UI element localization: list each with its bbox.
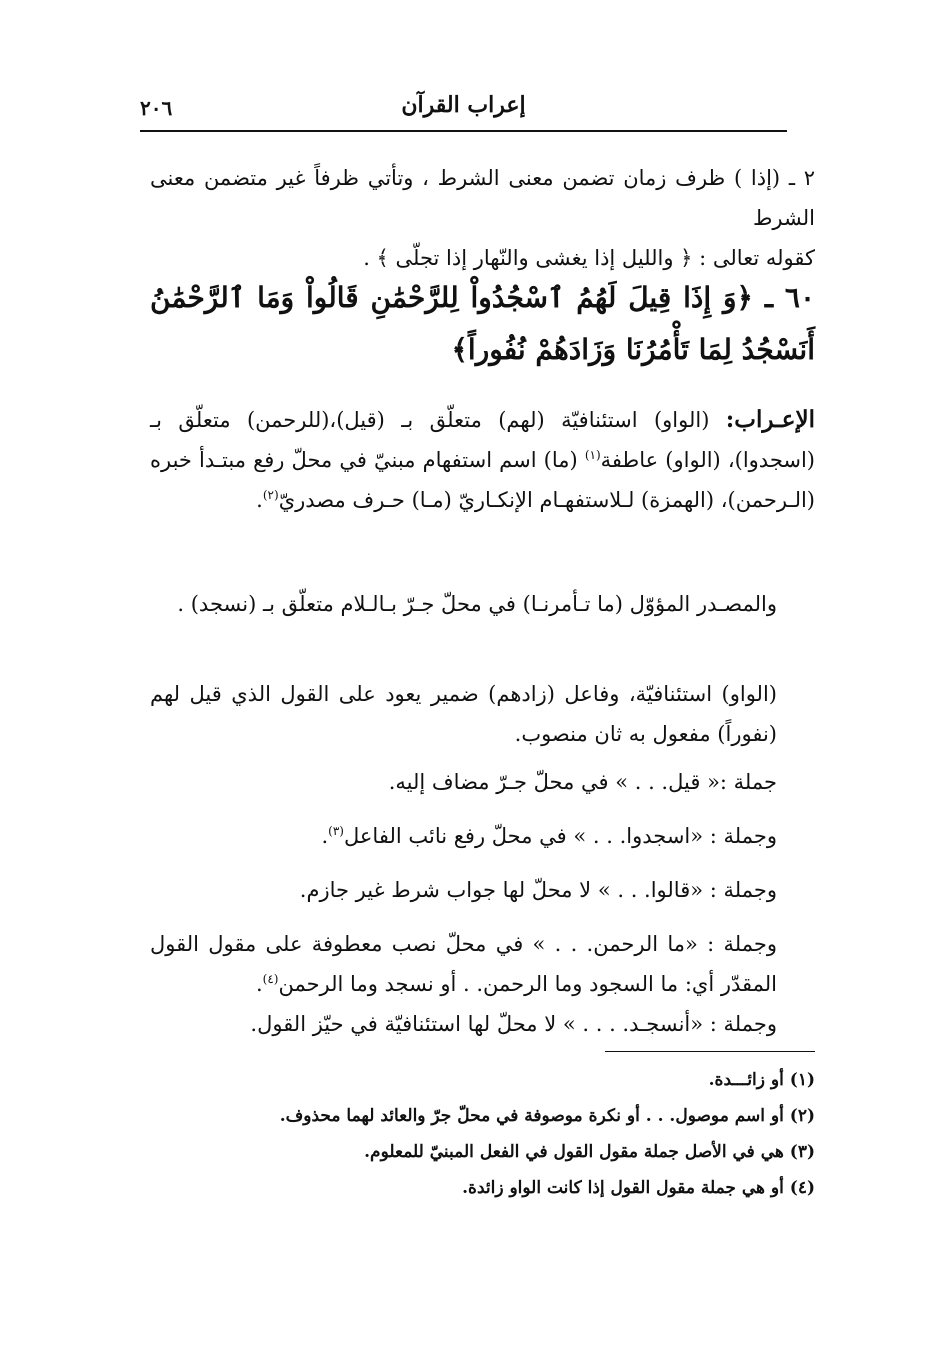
sentence-2-text: وجملة : «اسجدوا. . . » في محلّ رفع نائب الفاعل (343, 824, 777, 848)
intro-paragraph (150, 158, 815, 278)
running-title: إعراب القرآن (401, 92, 526, 118)
footnote-ref-2: (٢) (262, 488, 279, 502)
irab-text-1c: . (256, 488, 263, 512)
footnote-3: (٣) هي في الأصل جملة مقول القول في الفعل المبنيّ للمعلوم. (364, 1142, 815, 1162)
irab-section (150, 400, 815, 520)
footnote-ref-3: (٣) (328, 824, 344, 838)
footnotes (150, 1062, 815, 1206)
irab-paragraph-2: والمصـدر المؤوّل (ما تـأمرنـا) في محلّ جـرّ بـالـلام متعلّق بـ (نسجد) . (177, 592, 777, 616)
footnote-1: (١) أو زائـــدة. (708, 1070, 815, 1090)
footnote-rule (605, 1051, 815, 1052)
irab-text-1b: (ما) اسم استفهام مبنيّ في محلّ رفع مبتـدأ خبره (الـرحمن)، (الهمزة) لـلاستفهـام الإنكـاريّ (مـا) حـرف مصدريّ (150, 448, 815, 512)
intro-line-1: ٢ ـ (إذا ) ظرف زمان تضمن معنى الشرط ، وتأتي ظرفاً غير متضمن معنى الشرط (150, 166, 815, 230)
footnote-ref-4: (٤) (262, 972, 279, 986)
sentence-2 (150, 816, 815, 856)
sentence-5: وجملة : «أنسجـد. . . . » لا محلّ لها استئنافيّة في حيّز القول. (250, 1012, 777, 1036)
sentence-3: وجملة : «قالوا. . . » لا محلّ لها جواب شرط غير جازم. (299, 878, 777, 902)
intro-line-2: كقوله تعالى : ﴿ والليل إذا يغشى والنّهار إذا تجلّى ﴾ . (363, 246, 815, 270)
quran-verse: ٦٠ ـ ﴿وَ إِذَا قِيلَ لَهُمُ ٱسْجُدُواْ لِلرَّحْمَٰنِ قَالُواْ وَمَا ٱلرَّحْمَٰنُ أَنَسْجُدُ لِمَا تَأْمُرُنَا وَزَادَهُمْ نُفُوراً﴾ (150, 281, 815, 366)
irab-label: الإعـراب: (725, 406, 815, 433)
irab-section-2 (150, 584, 815, 624)
sentence-4-end: . (255, 972, 263, 996)
sentence-4-text: وجملة : «ما الرحمن. . . » في محلّ نصب معطوفة على مقول القول المقدّر أي: ما السجود وما الرحمن. . أو نسجد وما الرحمن (150, 932, 777, 996)
irab-paragraph-3: (الواو) استئنافيّة، وفاعل (زادهم) ضمير يعود على القول الذي قيل لهم (نفوراً) مفعول به ثان منصوب. (150, 682, 777, 746)
footnote-ref-1: (١) (584, 448, 601, 462)
header-rule (140, 130, 787, 132)
sentence-1: جملة :« قيل. . . » في محلّ جـرّ مضاف إليه. (388, 770, 777, 794)
sentence-4 (150, 924, 815, 1004)
irab-paragraph-1 (150, 400, 815, 520)
sentence-2-end: . (321, 824, 329, 848)
page-number: ٢٠٦ (140, 96, 173, 120)
irab-text-1a: (الواو) استئنافيّة (لهم) متعلّق بـ (قيل)،(للرحمن) متعلّق بـ (اسجدوا)، (الواو) عاطفة (150, 408, 816, 472)
irab-section-3 (150, 674, 815, 754)
sentences-section (150, 762, 815, 1044)
footnote-4: (٤) أو هي جملة مقول القول إذا كانت الواو زائدة. (462, 1178, 815, 1198)
page-header (140, 92, 787, 128)
footnote-2: (٢) أو اسم موصول. . . أو نكرة موصوفة في محلّ جرّ والعائد لهما محذوف. (279, 1106, 815, 1126)
